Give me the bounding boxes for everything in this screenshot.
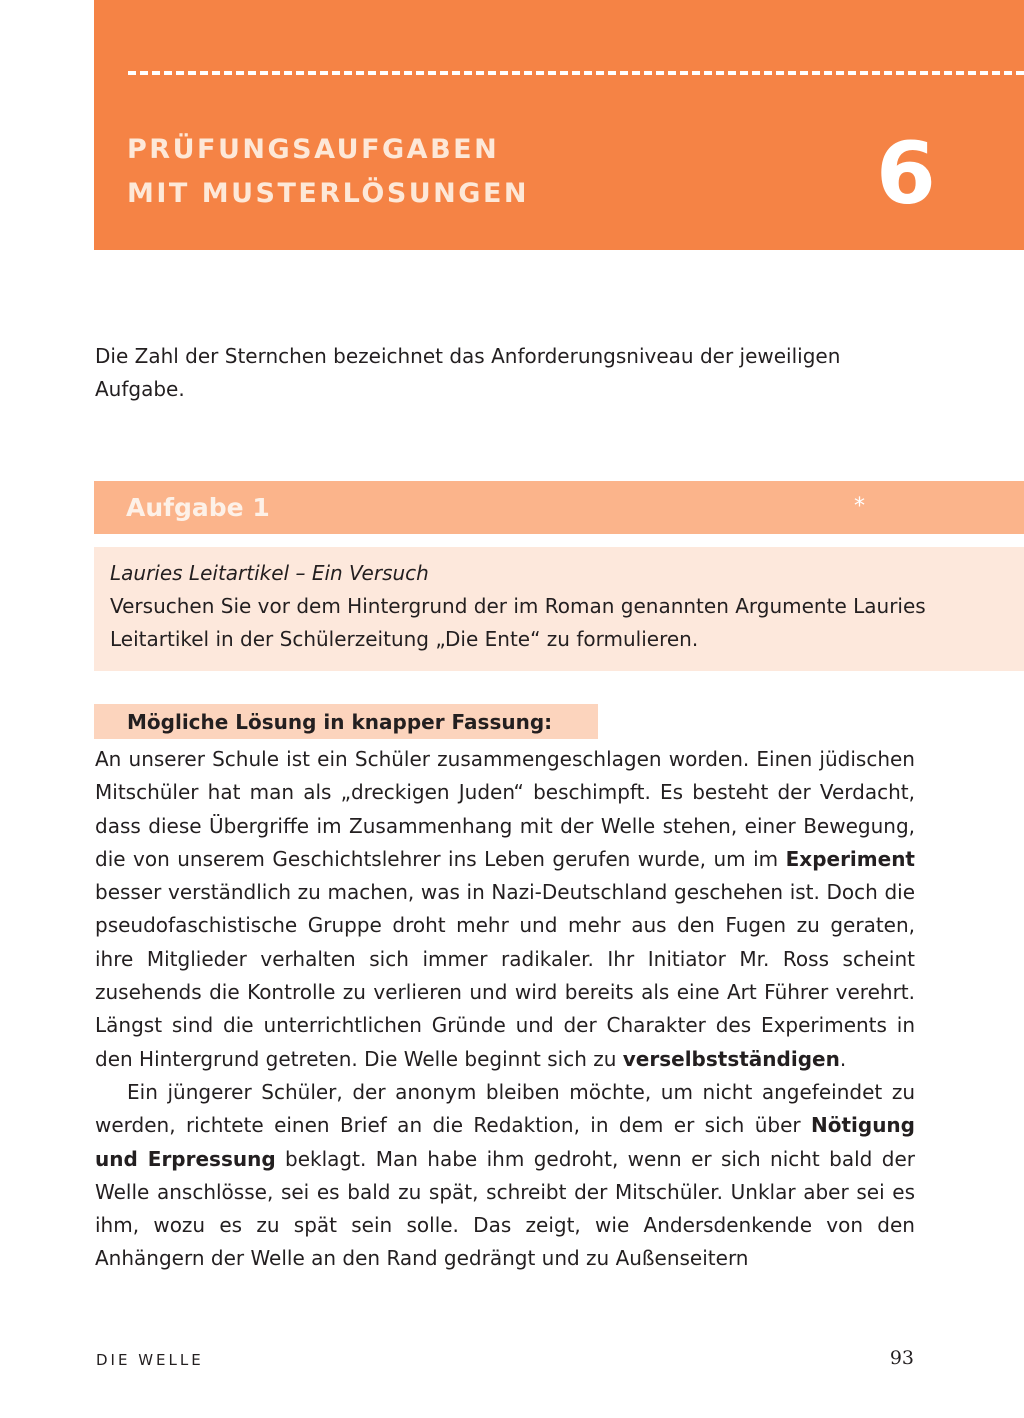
- task-text: Versuchen Sie vor dem Hintergrund der im Roman genannten Argumente Lauries Leitartikel in der Schülerzeitung „Die Ente“ zu formulieren.: [110, 594, 926, 651]
- keyword: verselbstständigen: [622, 1046, 840, 1071]
- intro-text: Die Zahl der Sternchen bezeichnet das Anforderungsniveau der jeweiligen Aufgabe.: [95, 344, 841, 401]
- text-run: .: [839, 1046, 847, 1071]
- dashed-divider: [128, 71, 1024, 75]
- chapter-number: 6: [876, 124, 936, 224]
- text-run: Ein jüngerer Schüler, der anonym bleiben möchte, um nicht angefeindet zu werden, richtete einen Brief an die Redaktion, in dem er sich über: [95, 1079, 915, 1138]
- text-run: beklagt. Man habe ihm gedroht, wenn er sich nicht bald der Welle anschlösse, sei es bald zu spät, schreibt der Mitschüler. Unklar aber sei es ihm, wozu es zu spät sein solle. Das zeigt, wie Andersdenkende von den Anhängern der Welle an den Rand gedrängt und zu Außenseitern: [95, 1146, 915, 1271]
- task-subtitle: Lauries Leitartikel – Ein Versuch: [110, 561, 429, 585]
- difficulty-star-icon: *: [854, 494, 865, 519]
- page-number: 93: [889, 1347, 914, 1369]
- solution-heading-label: Mögliche Lösung in knapper Fassung:: [127, 710, 553, 734]
- solution-paragraph: [95, 1076, 915, 1276]
- keyword: Experiment: [785, 846, 915, 871]
- chapter-title-line2: MIT MUSTERLÖSUNGEN: [127, 178, 529, 209]
- footer-book-title: DIE WELLE: [96, 1351, 204, 1369]
- text-run: An unserer Schule ist ein Schüler zusammengeschlagen worden. Einen jüdischen Mitschüler hat man als „dreckigen Juden“ beschimpft. Es besteht der Verdacht, dass diese Übergriffe im Zusammenhang mit der Welle stehen, einer Bewegung, die von unserem Geschichtslehrer ins Leben gerufen wurde, um im: [95, 747, 915, 871]
- text-run: besser verständlich zu machen, was in Nazi-Deutschland geschehen ist. Doch die pseudofaschistische Gruppe droht mehr und mehr aus den Fugen zu geraten, ihre Mitglieder verhalten sich immer radikaler. Ihr Initiator Mr. Ross scheint zusehends die Kontrolle zu verlieren und wird bereits als eine Art Führer verehrt. Längst sind die unterrichtlichen Gründe und der Charakter des Experiments in den Hintergrund getreten. Die Welle beginnt sich zu: [95, 880, 915, 1071]
- chapter-title: [127, 128, 529, 216]
- task-title: Aufgabe 1: [126, 493, 270, 522]
- task-box: [94, 547, 1024, 671]
- solution-paragraph: [95, 743, 915, 1076]
- chapter-title-line1: PRÜFUNGSAUFGABEN: [127, 134, 500, 165]
- solution-heading: [94, 704, 598, 739]
- keyword: Nötigung und Erpressung: [95, 1113, 915, 1171]
- task-content: [110, 557, 930, 656]
- task-header: [94, 481, 1024, 534]
- chapter-header: [94, 0, 1024, 250]
- solution-body: [95, 743, 915, 1276]
